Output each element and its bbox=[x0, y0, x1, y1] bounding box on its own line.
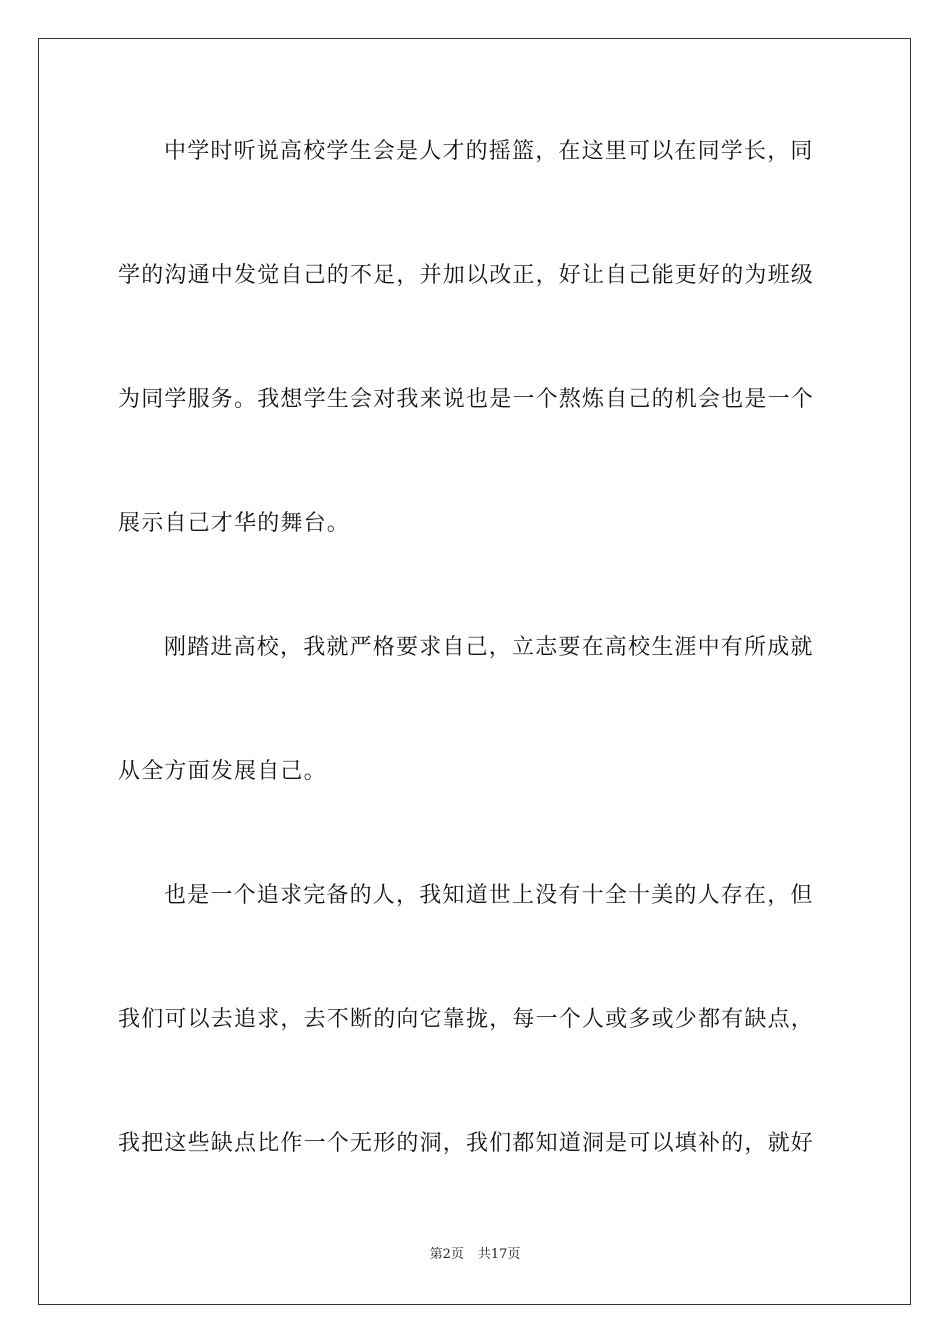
paragraph-1-line-2: 学的沟通中发觉自己的不足，并加以改正，好让自己能更好的为班级 bbox=[118, 263, 815, 288]
paragraph-2-line-2: 从全方面发展自己。 bbox=[118, 759, 327, 784]
page-number: 第2页 bbox=[429, 1247, 464, 1262]
paragraph-3-line-2: 我们可以去追求，去不断的向它靠拢，每一个人或多或少都有缺点， bbox=[118, 1007, 815, 1032]
paragraph-1-line-3: 为同学服务。我想学生会对我来说也是一个熬炼自己的机会也是一个 bbox=[118, 387, 815, 412]
paragraph-2-line-1: 刚踏进高校，我就严格要求自己，立志要在高校生涯中有所成就 bbox=[164, 635, 814, 660]
page-border bbox=[38, 38, 911, 1305]
paragraph-1-line-4: 展示自己才华的舞台。 bbox=[118, 511, 351, 536]
page-total: 共17页 bbox=[477, 1247, 521, 1262]
paragraph-3-line-3: 我把这些缺点比作一个无形的洞，我们都知道洞是可以填补的，就好 bbox=[118, 1131, 815, 1156]
page-footer bbox=[0, 1247, 950, 1263]
paragraph-3-line-1: 也是一个追求完备的人，我知道世上没有十全十美的人存在，但 bbox=[164, 883, 814, 908]
paragraph-1-line-1: 中学时听说高校学生会是人才的摇篮，在这里可以在同学长，同 bbox=[164, 139, 814, 164]
